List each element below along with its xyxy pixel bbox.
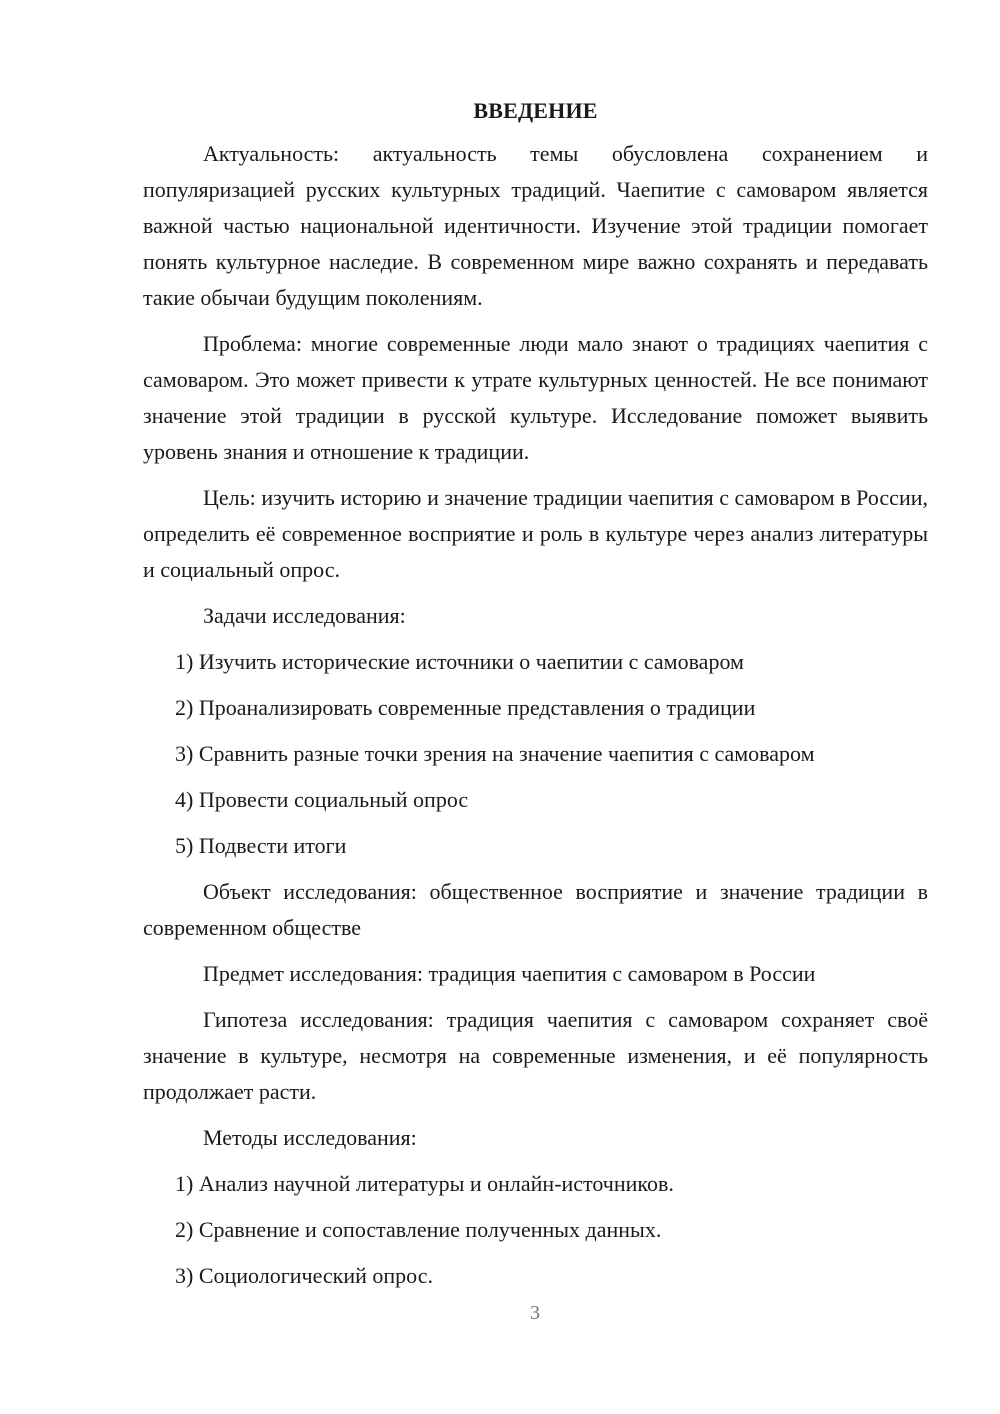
task-item: 5) Подвести итоги — [175, 833, 347, 858]
paragraph-subject: Предмет исследования: традиция чаепития с самоваром в России — [203, 961, 816, 986]
paragraph-hypothesis: Гипотеза исследования: традиция чаепития с самоваром сохраняет своё значение в культуре, несмотря на современные изменения, и её популярность продолжает расти. — [143, 1007, 928, 1104]
task-item: 3) Сравнить разные точки зрения на значение чаепития с самоваром — [175, 741, 815, 766]
tasks-heading: Задачи исследования: — [203, 603, 406, 628]
paragraph-object: Объект исследования: общественное восприятие и значение традиции в современном обществе — [143, 879, 928, 940]
method-item: 3) Социологический опрос. — [175, 1263, 433, 1288]
task-item: 2) Проанализировать современные представления о традиции — [175, 695, 756, 720]
paragraph-relevance: Актуальность: актуальность темы обусловлена сохранением и популяризацией русских культурных традиций. Чаепитие с самоваром является важной частью национальной идентичности. Изучение этой традиции помогает понять культурное наследие. В современном мире важно сохранять и передавать такие обычаи будущим поколениям. — [143, 141, 928, 310]
task-item: 4) Провести социальный опрос — [175, 787, 469, 812]
document-page — [143, 96, 928, 1304]
page-title: ВВЕДЕНИЕ — [473, 98, 598, 123]
methods-heading: Методы исследования: — [203, 1125, 417, 1150]
method-item: 1) Анализ научной литературы и онлайн-источников. — [175, 1171, 674, 1196]
method-item: 2) Сравнение и сопоставление полученных данных. — [175, 1217, 662, 1242]
paragraph-goal: Цель: изучить историю и значение традиции чаепития с самоваром в России, определить её современное восприятие и роль в культуре через анализ литературы и социальный опрос. — [143, 485, 928, 582]
task-item: 1) Изучить исторические источники о чаепитии с самоваром — [175, 649, 744, 674]
paragraph-problem: Проблема: многие современные люди мало знают о традициях чаепития с самоваром. Это может привести к утрате культурных ценностей. Не все понимают значение этой традиции в русской культуре. Исследование поможет выявить уровень знания и отношение к традиции. — [143, 331, 928, 464]
page-number: 3 — [530, 1302, 540, 1324]
